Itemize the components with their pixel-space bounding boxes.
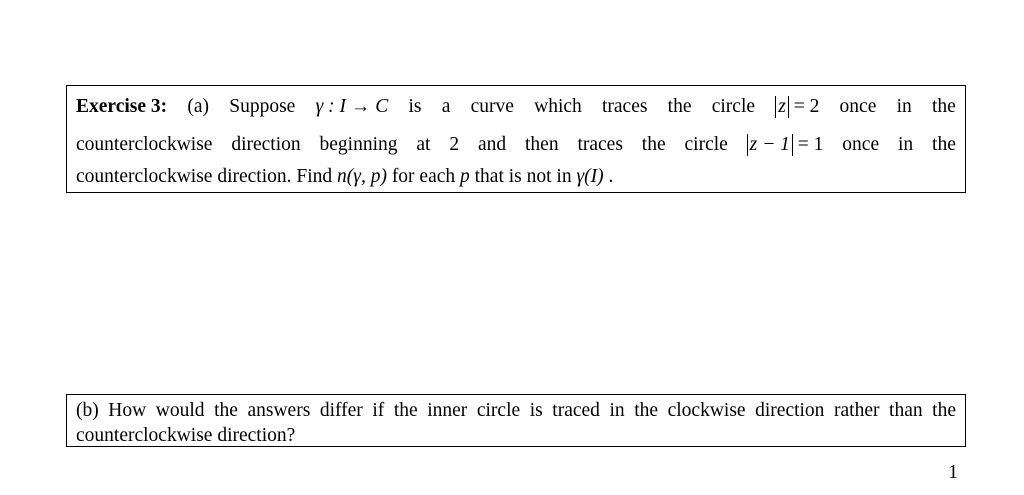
page-number: 1 — [948, 462, 958, 483]
word: then — [525, 134, 559, 155]
math-curve-definition: γ : I → C — [315, 96, 389, 117]
word: once — [839, 96, 877, 117]
word: which — [534, 96, 582, 117]
word: beginning — [319, 134, 398, 155]
math-circle-2-abs: z − 1 — [747, 134, 793, 156]
word: the — [931, 96, 956, 117]
math-curve-image: γ(I) — [576, 166, 604, 187]
part-a-line-1 — [76, 92, 956, 128]
exercise-part-a-box — [66, 85, 966, 193]
word: the — [641, 134, 666, 155]
part-a-label: (a) — [187, 96, 210, 117]
word: direction — [231, 134, 301, 155]
math-circle-1 — [775, 92, 819, 122]
word: is — [408, 96, 422, 117]
word: at — [416, 134, 431, 155]
part-a-line-3 — [76, 162, 956, 192]
word: in — [897, 134, 914, 155]
exercise-part-b-box — [66, 394, 966, 447]
word: Suppose — [229, 96, 296, 117]
word: and — [477, 134, 507, 155]
word: 2 — [449, 134, 460, 155]
math-winding-number: n(γ, p) — [337, 166, 387, 187]
math-circle-1-abs: z — [775, 96, 789, 118]
text: counterclockwise direction. Find — [76, 166, 338, 187]
word: a — [441, 96, 451, 117]
math-circle-2 — [747, 128, 824, 162]
word: the — [667, 96, 692, 117]
part-a-line-2 — [76, 128, 956, 162]
word: curve — [470, 96, 514, 117]
part-b-text: (b) How would the answers differ if the inner circle is traced in the clockwise direction rather than the counterclockwise direction? — [76, 400, 956, 446]
math-variable-p: p — [460, 166, 470, 187]
word: traces — [601, 96, 648, 117]
word: circle — [684, 134, 728, 155]
word: traces — [577, 134, 623, 155]
word: in — [896, 96, 912, 117]
text: for each — [386, 166, 461, 187]
text: . — [603, 166, 614, 187]
word: the — [932, 134, 956, 155]
text: that is not in — [469, 166, 577, 187]
word: circle — [711, 96, 756, 117]
word: counterclockwise — [76, 134, 213, 155]
word: once — [842, 134, 880, 155]
exercise-heading: Exercise 3: — [76, 96, 168, 117]
math-circle-1-rhs: = 2 — [793, 96, 820, 117]
math-circle-2-rhs: = 1 — [797, 134, 824, 155]
